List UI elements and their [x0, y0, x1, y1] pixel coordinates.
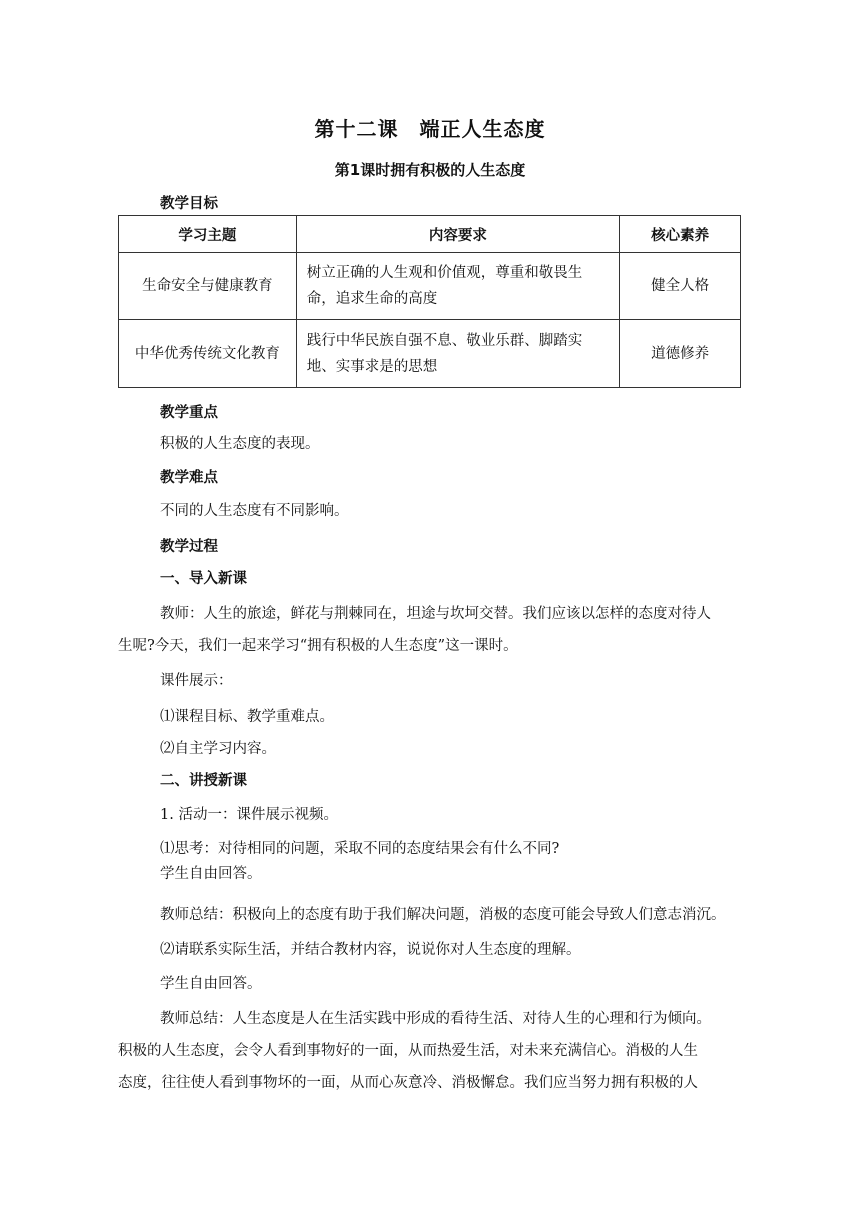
- list-item: ⑵自主学习内容。: [160, 741, 276, 757]
- table-cell-requirement: 践行中华民族自强不息、敬业乐群、脚踏实地、实事求是的思想: [296, 320, 619, 388]
- table-cell-topic: 生命安全与健康教育: [119, 253, 297, 320]
- list-item: ⑴课程目标、教学重难点。: [160, 709, 334, 725]
- paragraph: 积极的人生态度，会令人看到事物好的一面，从而热爱生活，对未来充满信心。消极的人生: [118, 1043, 698, 1059]
- list-item: 1. 活动一：课件展示视频。: [160, 807, 338, 823]
- table-cell-literacy: 道德修养: [620, 320, 741, 388]
- column-header: 核心素养: [620, 216, 741, 253]
- goals-heading: 教学目标: [160, 196, 218, 212]
- paragraph: 态度，往往使人看到事物坏的一面，从而心灰意冷、消极懈怠。我们应当努力拥有积极的人: [118, 1075, 698, 1091]
- paragraph: 学生自由回答。: [160, 976, 262, 992]
- paragraph: 生呢?今天，我们一起来学习“拥有积极的人生态度”这一课时。: [118, 638, 518, 654]
- part2-heading: 二、讲授新课: [160, 773, 247, 789]
- paragraph: ⑵请联系实际生活，并结合教材内容，说说你对人生态度的理解。: [160, 942, 581, 958]
- difficulty-text: 不同的人生态度有不同影响。: [160, 503, 349, 519]
- paragraph: 课件展示：: [160, 673, 233, 689]
- table-cell-topic: 中华优秀传统文化教育: [119, 320, 297, 388]
- paragraph: 教师总结：积极向上的态度有助于我们解决问题，消极的态度可能会导致人们意志消沉。: [160, 907, 726, 923]
- key-text: 积极的人生态度的表现。: [160, 436, 320, 452]
- table-cell-literacy: 健全人格: [620, 253, 741, 320]
- column-header: 学习主题: [119, 216, 297, 253]
- paragraph: 教师总结：人生态度是人在生活实践中形成的看待生活、对待人生的心理和行为倾向。: [160, 1011, 711, 1027]
- column-header: 内容要求: [296, 216, 619, 253]
- table-cell-requirement: 树立正确的人生观和价值观，尊重和敬畏生命，追求生命的高度: [296, 253, 619, 320]
- lesson-title: 第十二课 端正人生态度: [314, 117, 546, 141]
- table-row: [119, 320, 741, 388]
- key-heading: 教学重点: [160, 405, 218, 421]
- process-heading: 教学过程: [160, 539, 218, 555]
- table-header-row: [119, 216, 741, 253]
- paragraph: ⑴思考：对待相同的问题，采取不同的态度结果会有什么不同?: [160, 841, 560, 857]
- goals-table: [118, 215, 741, 388]
- lesson-subtitle: 第1课时拥有积极的人生态度: [334, 161, 526, 179]
- difficulty-heading: 教学难点: [160, 470, 218, 486]
- table-row: [119, 253, 741, 320]
- part1-heading: 一、导入新课: [160, 571, 247, 587]
- paragraph: 教师：人生的旅途，鲜花与荆棘同在，坦途与坎坷交替。我们应该以怎样的态度对待人: [160, 606, 711, 622]
- paragraph: 学生自由回答。: [160, 866, 262, 882]
